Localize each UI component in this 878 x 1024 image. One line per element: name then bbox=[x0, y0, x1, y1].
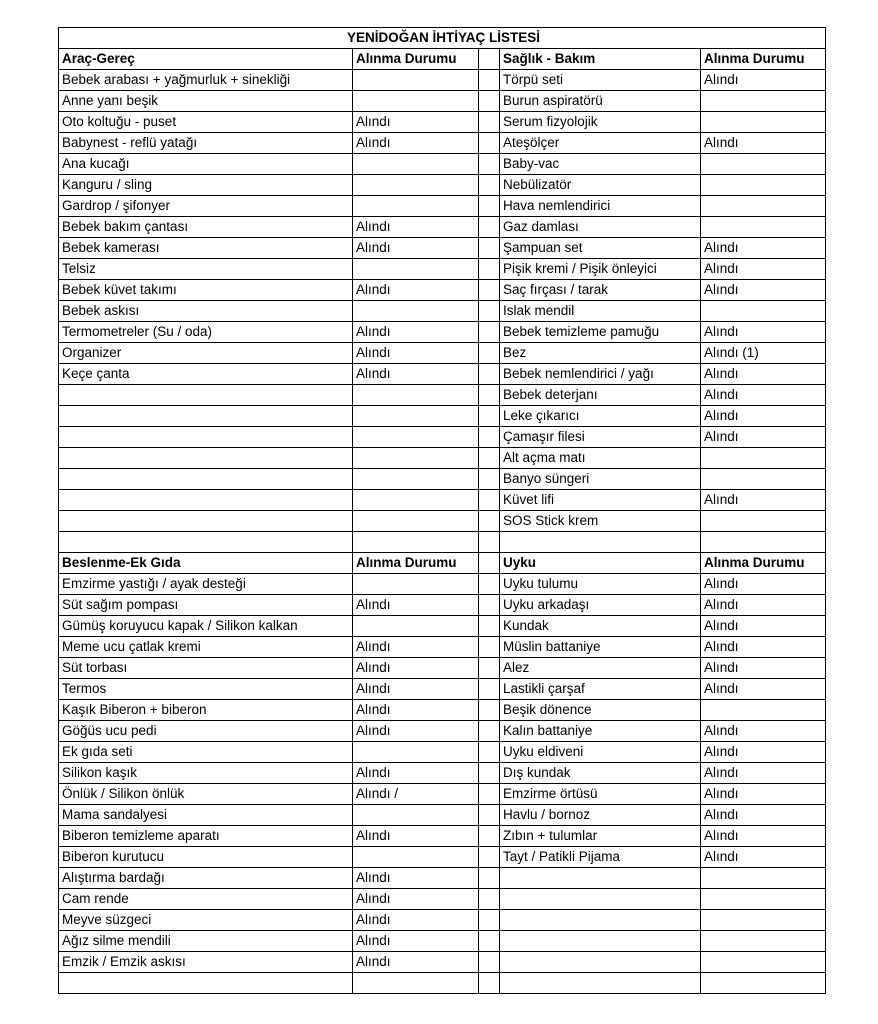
status-cell bbox=[353, 385, 479, 406]
column-separator bbox=[479, 889, 500, 910]
item-cell: Serum fizyolojik bbox=[500, 112, 701, 133]
status-cell bbox=[353, 427, 479, 448]
column-separator bbox=[479, 721, 500, 742]
status-cell: Alındı bbox=[353, 658, 479, 679]
column-separator bbox=[479, 658, 500, 679]
item-cell bbox=[59, 406, 353, 427]
table-row bbox=[59, 406, 826, 427]
table-row bbox=[59, 385, 826, 406]
table-row bbox=[59, 427, 826, 448]
item-cell: Cam rende bbox=[59, 889, 353, 910]
status-cell bbox=[353, 511, 479, 532]
title-row bbox=[59, 28, 826, 49]
item-cell: Termos bbox=[59, 679, 353, 700]
status-cell: Alındı (1) bbox=[701, 343, 826, 364]
status-cell: Alındı bbox=[701, 280, 826, 301]
status-cell bbox=[701, 952, 826, 973]
status-cell: Alındı bbox=[701, 742, 826, 763]
status-cell: Alındı bbox=[701, 259, 826, 280]
item-cell bbox=[59, 490, 353, 511]
status-header: Alınma Durumu bbox=[701, 553, 826, 574]
table-row bbox=[59, 259, 826, 280]
status-header: Alınma Durumu bbox=[353, 49, 479, 70]
column-separator bbox=[479, 616, 500, 637]
status-cell bbox=[353, 448, 479, 469]
status-cell bbox=[701, 700, 826, 721]
status-cell: Alındı bbox=[701, 616, 826, 637]
table-row bbox=[59, 847, 826, 868]
status-cell: Alındı bbox=[353, 364, 479, 385]
item-cell: Saç fırçası / tarak bbox=[500, 280, 701, 301]
item-cell bbox=[59, 448, 353, 469]
column-separator bbox=[479, 469, 500, 490]
item-cell: Bebek bakım çantası bbox=[59, 217, 353, 238]
table-row bbox=[59, 70, 826, 91]
item-cell bbox=[500, 952, 701, 973]
status-cell bbox=[701, 910, 826, 931]
table-row bbox=[59, 826, 826, 847]
item-cell: Telsiz bbox=[59, 259, 353, 280]
column-separator bbox=[479, 952, 500, 973]
item-cell: Ek gıda seti bbox=[59, 742, 353, 763]
column-separator bbox=[479, 595, 500, 616]
status-cell: Alındı bbox=[701, 70, 826, 91]
status-cell: Alındı bbox=[701, 595, 826, 616]
item-cell: Süt torbası bbox=[59, 658, 353, 679]
column-separator bbox=[479, 91, 500, 112]
item-cell: Islak mendil bbox=[500, 301, 701, 322]
table-row bbox=[59, 175, 826, 196]
item-cell: Ana kucağı bbox=[59, 154, 353, 175]
status-cell bbox=[353, 259, 479, 280]
item-cell bbox=[500, 973, 701, 994]
status-cell: Alındı bbox=[353, 826, 479, 847]
table-row bbox=[59, 595, 826, 616]
item-cell bbox=[500, 931, 701, 952]
column-separator bbox=[479, 427, 500, 448]
column-separator bbox=[479, 826, 500, 847]
table-row bbox=[59, 931, 826, 952]
column-separator bbox=[479, 385, 500, 406]
status-cell: Alındı bbox=[701, 721, 826, 742]
section-header-saglik-bakim: Sağlık - Bakım bbox=[500, 49, 701, 70]
status-cell bbox=[701, 868, 826, 889]
item-cell: Küvet lifi bbox=[500, 490, 701, 511]
item-cell: Gümüş koruyucu kapak / Silikon kalkan bbox=[59, 616, 353, 637]
table-row bbox=[59, 154, 826, 175]
item-cell: Nebülizatör bbox=[500, 175, 701, 196]
item-cell: Babynest - reflü yatağı bbox=[59, 133, 353, 154]
section-header-uyku: Uyku bbox=[500, 553, 701, 574]
column-separator bbox=[479, 553, 500, 574]
item-cell: Alıştırma bardağı bbox=[59, 868, 353, 889]
item-cell: Uyku arkadaşı bbox=[500, 595, 701, 616]
section-header-arac-gerec: Araç-Gereç bbox=[59, 49, 353, 70]
item-cell: Bebek kamerası bbox=[59, 238, 353, 259]
status-cell bbox=[701, 889, 826, 910]
table-row bbox=[59, 616, 826, 637]
item-cell: Biberon kurutucu bbox=[59, 847, 353, 868]
table-row bbox=[59, 511, 826, 532]
table-row bbox=[59, 889, 826, 910]
status-cell: Alındı bbox=[701, 679, 826, 700]
status-cell: Alındı bbox=[701, 322, 826, 343]
column-separator bbox=[479, 301, 500, 322]
column-separator bbox=[479, 679, 500, 700]
item-cell bbox=[59, 511, 353, 532]
status-cell bbox=[353, 847, 479, 868]
column-separator bbox=[479, 154, 500, 175]
item-cell: Termometreler (Su / oda) bbox=[59, 322, 353, 343]
column-separator bbox=[479, 847, 500, 868]
item-cell: Oto koltuğu - puset bbox=[59, 112, 353, 133]
status-cell bbox=[353, 532, 479, 553]
item-cell bbox=[59, 532, 353, 553]
item-cell: Bebek deterjanı bbox=[500, 385, 701, 406]
status-cell bbox=[701, 448, 826, 469]
table-row bbox=[59, 700, 826, 721]
item-cell: Kaşık Biberon + biberon bbox=[59, 700, 353, 721]
status-cell bbox=[701, 973, 826, 994]
item-cell: Emzik / Emzik askısı bbox=[59, 952, 353, 973]
item-cell: Emzirme örtüsü bbox=[500, 784, 701, 805]
item-cell: SOS Stick krem bbox=[500, 511, 701, 532]
status-cell bbox=[353, 175, 479, 196]
status-cell bbox=[701, 532, 826, 553]
item-cell: Anne yanı beşik bbox=[59, 91, 353, 112]
column-separator bbox=[479, 784, 500, 805]
item-cell: Baby-vac bbox=[500, 154, 701, 175]
item-cell: Beşik dönence bbox=[500, 700, 701, 721]
item-cell: Emzirme yastığı / ayak desteği bbox=[59, 574, 353, 595]
table-row bbox=[59, 301, 826, 322]
section-header-beslenme: Beslenme-Ek Gıda bbox=[59, 553, 353, 574]
table-row bbox=[59, 217, 826, 238]
status-cell: Alındı bbox=[353, 952, 479, 973]
status-cell bbox=[353, 574, 479, 595]
status-cell bbox=[701, 301, 826, 322]
item-cell: Müslin battaniye bbox=[500, 637, 701, 658]
item-cell: Bebek küvet takımı bbox=[59, 280, 353, 301]
table-row bbox=[59, 280, 826, 301]
column-separator bbox=[479, 343, 500, 364]
status-cell: Alındı bbox=[353, 322, 479, 343]
status-cell: Alındı bbox=[353, 763, 479, 784]
column-separator bbox=[479, 70, 500, 91]
status-cell: Alındı bbox=[353, 133, 479, 154]
status-cell bbox=[353, 196, 479, 217]
item-cell: Meyve süzgeci bbox=[59, 910, 353, 931]
status-cell: Alındı bbox=[353, 238, 479, 259]
status-cell bbox=[353, 973, 479, 994]
item-cell: Biberon temizleme aparatı bbox=[59, 826, 353, 847]
status-cell bbox=[701, 511, 826, 532]
column-separator bbox=[479, 49, 500, 70]
table-row bbox=[59, 742, 826, 763]
column-separator bbox=[479, 322, 500, 343]
item-cell: Hava nemlendirici bbox=[500, 196, 701, 217]
status-cell: Alındı bbox=[701, 238, 826, 259]
item-cell: Banyo süngeri bbox=[500, 469, 701, 490]
item-cell bbox=[500, 910, 701, 931]
item-cell: Törpü seti bbox=[500, 70, 701, 91]
status-cell: Alındı bbox=[353, 112, 479, 133]
item-cell: Mama sandalyesi bbox=[59, 805, 353, 826]
item-cell: Meme ucu çatlak kremi bbox=[59, 637, 353, 658]
column-separator bbox=[479, 406, 500, 427]
status-cell: Alındı bbox=[701, 385, 826, 406]
status-cell: Alındı bbox=[353, 910, 479, 931]
table-row bbox=[59, 679, 826, 700]
status-cell bbox=[701, 217, 826, 238]
status-cell: Alındı bbox=[701, 805, 826, 826]
column-separator bbox=[479, 910, 500, 931]
status-cell bbox=[701, 196, 826, 217]
status-cell: Alındı bbox=[701, 364, 826, 385]
item-cell: Bebek arabası + yağmurluk + sinekliği bbox=[59, 70, 353, 91]
column-separator bbox=[479, 259, 500, 280]
status-cell: Alındı bbox=[701, 427, 826, 448]
item-cell: Pişik kremi / Pişik önleyici bbox=[500, 259, 701, 280]
table-row bbox=[59, 91, 826, 112]
status-cell bbox=[701, 931, 826, 952]
table-row bbox=[59, 364, 826, 385]
table-row bbox=[59, 343, 826, 364]
status-cell: Alındı bbox=[353, 217, 479, 238]
column-separator bbox=[479, 238, 500, 259]
column-separator bbox=[479, 973, 500, 994]
item-cell: Gaz damlası bbox=[500, 217, 701, 238]
column-separator bbox=[479, 511, 500, 532]
status-cell: Alındı bbox=[353, 721, 479, 742]
status-cell: Alındı bbox=[353, 931, 479, 952]
item-cell: Uyku eldiveni bbox=[500, 742, 701, 763]
item-cell: Kanguru / sling bbox=[59, 175, 353, 196]
status-cell bbox=[353, 469, 479, 490]
item-cell bbox=[59, 469, 353, 490]
status-cell: Alındı bbox=[353, 679, 479, 700]
item-cell: Şampuan set bbox=[500, 238, 701, 259]
table-row bbox=[59, 574, 826, 595]
item-cell: Ateşölçer bbox=[500, 133, 701, 154]
status-cell bbox=[353, 301, 479, 322]
status-cell: Alındı / bbox=[353, 784, 479, 805]
list-title: YENİDOĞAN İHTİYAÇ LİSTESİ bbox=[59, 28, 826, 49]
status-cell: Alındı bbox=[701, 574, 826, 595]
item-cell: Önlük / Silikon önlük bbox=[59, 784, 353, 805]
column-separator bbox=[479, 700, 500, 721]
status-cell: Alındı bbox=[353, 700, 479, 721]
column-separator bbox=[479, 133, 500, 154]
table-row bbox=[59, 238, 826, 259]
item-cell bbox=[500, 868, 701, 889]
status-cell bbox=[353, 742, 479, 763]
table-row bbox=[59, 196, 826, 217]
column-separator bbox=[479, 280, 500, 301]
item-cell: Kundak bbox=[500, 616, 701, 637]
status-cell: Alındı bbox=[701, 406, 826, 427]
status-cell bbox=[701, 112, 826, 133]
item-cell: Uyku tulumu bbox=[500, 574, 701, 595]
column-separator bbox=[479, 175, 500, 196]
status-cell: Alındı bbox=[701, 763, 826, 784]
table-row bbox=[59, 805, 826, 826]
item-cell: Silikon kaşık bbox=[59, 763, 353, 784]
status-cell: Alındı bbox=[701, 133, 826, 154]
checklist-table bbox=[58, 27, 826, 994]
table-row bbox=[59, 490, 826, 511]
status-cell bbox=[353, 154, 479, 175]
item-cell: Bez bbox=[500, 343, 701, 364]
item-cell: Havlu / bornoz bbox=[500, 805, 701, 826]
table-row bbox=[59, 721, 826, 742]
item-cell: Süt sağım pompası bbox=[59, 595, 353, 616]
table-row bbox=[59, 448, 826, 469]
column-separator bbox=[479, 637, 500, 658]
status-cell: Alındı bbox=[701, 658, 826, 679]
status-cell bbox=[353, 406, 479, 427]
status-cell: Alındı bbox=[353, 868, 479, 889]
item-cell: Burun aspiratörü bbox=[500, 91, 701, 112]
item-cell: Lastikli çarşaf bbox=[500, 679, 701, 700]
item-cell bbox=[500, 889, 701, 910]
column-separator bbox=[479, 742, 500, 763]
column-separator bbox=[479, 868, 500, 889]
column-separator bbox=[479, 196, 500, 217]
status-header: Alınma Durumu bbox=[353, 553, 479, 574]
table-row bbox=[59, 637, 826, 658]
column-separator bbox=[479, 112, 500, 133]
item-cell: Kalın battaniye bbox=[500, 721, 701, 742]
status-cell bbox=[353, 91, 479, 112]
item-cell bbox=[500, 532, 701, 553]
column-separator bbox=[479, 490, 500, 511]
status-cell: Alındı bbox=[701, 847, 826, 868]
status-cell: Alındı bbox=[353, 280, 479, 301]
status-cell: Alındı bbox=[353, 637, 479, 658]
table-row bbox=[59, 133, 826, 154]
table-row bbox=[59, 112, 826, 133]
column-separator bbox=[479, 763, 500, 784]
status-cell: Alındı bbox=[353, 889, 479, 910]
table-row bbox=[59, 784, 826, 805]
status-cell bbox=[353, 70, 479, 91]
column-separator bbox=[479, 532, 500, 553]
item-cell: Çamaşır filesi bbox=[500, 427, 701, 448]
status-cell bbox=[353, 805, 479, 826]
column-separator bbox=[479, 931, 500, 952]
item-cell: Bebek nemlendirici / yağı bbox=[500, 364, 701, 385]
item-cell: Keçe çanta bbox=[59, 364, 353, 385]
table-row bbox=[59, 658, 826, 679]
item-cell: Alt açma matı bbox=[500, 448, 701, 469]
status-cell bbox=[353, 616, 479, 637]
item-cell: Dış kundak bbox=[500, 763, 701, 784]
item-cell bbox=[59, 973, 353, 994]
table-row bbox=[59, 532, 826, 553]
status-cell: Alındı bbox=[353, 595, 479, 616]
item-cell: Tayt / Patikli Pijama bbox=[500, 847, 701, 868]
item-cell: Alez bbox=[500, 658, 701, 679]
item-cell: Organizer bbox=[59, 343, 353, 364]
status-header: Alınma Durumu bbox=[701, 49, 826, 70]
status-cell: Alındı bbox=[701, 637, 826, 658]
item-cell: Gardrop / şifonyer bbox=[59, 196, 353, 217]
section-header-row bbox=[59, 49, 826, 70]
column-separator bbox=[479, 805, 500, 826]
status-cell bbox=[701, 91, 826, 112]
table-row bbox=[59, 868, 826, 889]
status-cell: Alındı bbox=[701, 826, 826, 847]
item-cell: Leke çıkarıcı bbox=[500, 406, 701, 427]
column-separator bbox=[479, 217, 500, 238]
table-row bbox=[59, 910, 826, 931]
status-cell bbox=[701, 154, 826, 175]
item-cell: Ağız silme mendili bbox=[59, 931, 353, 952]
status-cell: Alındı bbox=[701, 490, 826, 511]
item-cell: Bebek temizleme pamuğu bbox=[500, 322, 701, 343]
column-separator bbox=[479, 448, 500, 469]
item-cell: Göğüs ucu pedi bbox=[59, 721, 353, 742]
item-cell bbox=[59, 385, 353, 406]
status-cell bbox=[701, 175, 826, 196]
item-cell: Zıbın + tulumlar bbox=[500, 826, 701, 847]
column-separator bbox=[479, 574, 500, 595]
status-cell bbox=[701, 469, 826, 490]
table-row bbox=[59, 973, 826, 994]
status-cell: Alındı bbox=[353, 343, 479, 364]
item-cell bbox=[59, 427, 353, 448]
table-row bbox=[59, 952, 826, 973]
section-header-row bbox=[59, 553, 826, 574]
item-cell: Bebek askısı bbox=[59, 301, 353, 322]
column-separator bbox=[479, 364, 500, 385]
table-row bbox=[59, 322, 826, 343]
table-row bbox=[59, 763, 826, 784]
status-cell bbox=[353, 490, 479, 511]
table-row bbox=[59, 469, 826, 490]
status-cell: Alındı bbox=[701, 784, 826, 805]
